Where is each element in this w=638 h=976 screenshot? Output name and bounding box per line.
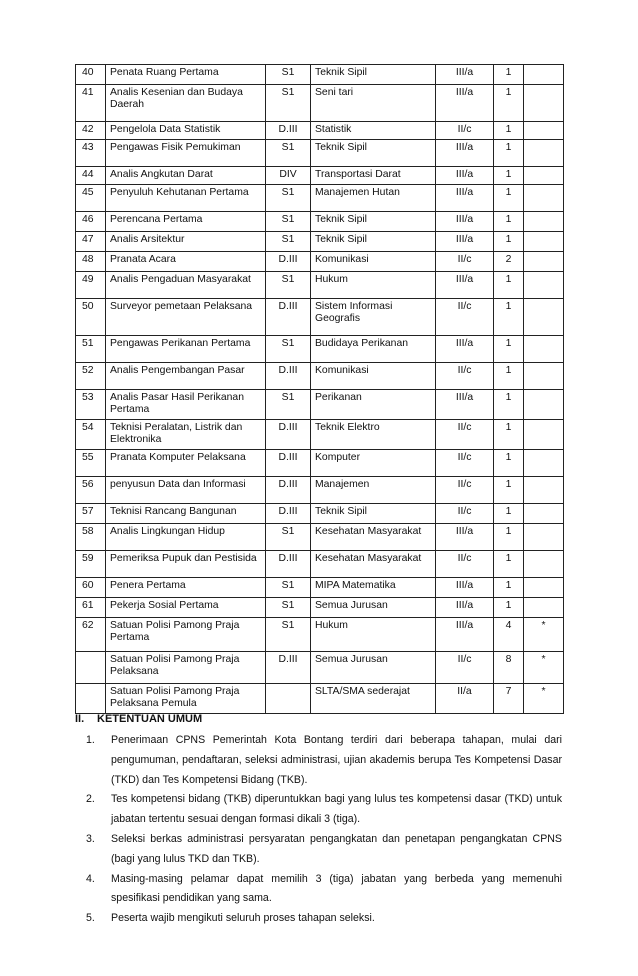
rules-list: [86, 731, 562, 929]
rule-text: Tes kompetensi bidang (TKB) diperuntukkan bagi yang lulus tes kompetensi dasar (TKD) untuk jabatan tertentu sesuai dengan formasi dikali 3 (tiga).: [111, 793, 562, 826]
education-level: D.III: [266, 503, 311, 523]
education-level: S1: [266, 140, 311, 167]
row-number: 48: [76, 252, 106, 272]
major-name: Manajemen Hutan: [311, 185, 436, 212]
major-name: SLTA/SMA sederajat: [311, 683, 436, 713]
rule-text: Peserta wajib mengikuti seluruh proses tahapan seleksi.: [111, 912, 375, 925]
table-row: [76, 597, 564, 617]
rank-grade: II/c: [436, 419, 494, 449]
major-name: Budidaya Perikanan: [311, 336, 436, 363]
position-name: Satuan Polisi Pamong Praja Pertama: [106, 617, 266, 651]
row-number: 43: [76, 140, 106, 167]
education-level: D.III: [266, 122, 311, 140]
note-mark: *: [524, 617, 564, 651]
rank-grade: III/a: [436, 167, 494, 185]
major-name: MIPA Matematika: [311, 577, 436, 597]
table-row: [76, 449, 564, 476]
row-number: [76, 683, 106, 713]
quota: 1: [494, 503, 524, 523]
rank-grade: II/c: [436, 252, 494, 272]
quota: 2: [494, 252, 524, 272]
row-number: 57: [76, 503, 106, 523]
education-level: S1: [266, 212, 311, 232]
major-name: Transportasi Darat: [311, 167, 436, 185]
education-level: S1: [266, 185, 311, 212]
position-name: Satuan Polisi Pamong Praja Pelaksana: [106, 651, 266, 683]
major-name: Seni tari: [311, 85, 436, 122]
major-name: Komputer: [311, 449, 436, 476]
table-row: [76, 167, 564, 185]
position-name: Surveyor pemetaan Pelaksana: [106, 299, 266, 336]
row-number: 53: [76, 390, 106, 420]
education-level: D.III: [266, 299, 311, 336]
education-level: S1: [266, 390, 311, 420]
row-number: 50: [76, 299, 106, 336]
rule-item: [86, 909, 562, 929]
table-row: [76, 185, 564, 212]
note-mark: [524, 476, 564, 503]
position-name: Pekerja Sosial Pertama: [106, 597, 266, 617]
table-row: [76, 476, 564, 503]
rank-grade: II/c: [436, 449, 494, 476]
major-name: Hukum: [311, 617, 436, 651]
education-level: [266, 683, 311, 713]
major-name: Hukum: [311, 272, 436, 299]
education-level: D.III: [266, 550, 311, 577]
note-mark: [524, 390, 564, 420]
quota: 1: [494, 390, 524, 420]
rule-number: 5.: [86, 912, 95, 925]
quota: 1: [494, 212, 524, 232]
note-mark: *: [524, 651, 564, 683]
major-name: Manajemen: [311, 476, 436, 503]
row-number: 59: [76, 550, 106, 577]
position-name: Analis Pengaduan Masyarakat: [106, 272, 266, 299]
table-row: [76, 299, 564, 336]
table-row: [76, 419, 564, 449]
position-name: Pranata Komputer Pelaksana: [106, 449, 266, 476]
note-mark: [524, 85, 564, 122]
row-number: 42: [76, 122, 106, 140]
row-number: 49: [76, 272, 106, 299]
quota: 1: [494, 550, 524, 577]
note-mark: [524, 252, 564, 272]
note-mark: [524, 140, 564, 167]
table-row: [76, 523, 564, 550]
education-level: S1: [266, 65, 311, 85]
major-name: Teknik Sipil: [311, 140, 436, 167]
rule-item: [86, 830, 562, 870]
table-row: [76, 252, 564, 272]
note-mark: [524, 185, 564, 212]
note-mark: [524, 272, 564, 299]
row-number: 61: [76, 597, 106, 617]
row-number: 44: [76, 167, 106, 185]
table-row: [76, 503, 564, 523]
education-level: S1: [266, 85, 311, 122]
quota: 1: [494, 449, 524, 476]
row-number: 56: [76, 476, 106, 503]
rank-grade: III/a: [436, 85, 494, 122]
position-name: Penata Ruang Pertama: [106, 65, 266, 85]
table-row: [76, 272, 564, 299]
rule-item: [86, 790, 562, 830]
rank-grade: II/a: [436, 683, 494, 713]
education-level: D.III: [266, 651, 311, 683]
major-name: Komunikasi: [311, 252, 436, 272]
table-row: [76, 336, 564, 363]
rank-grade: III/a: [436, 577, 494, 597]
education-level: S1: [266, 232, 311, 252]
row-number: 41: [76, 85, 106, 122]
table-row: [76, 363, 564, 390]
education-level: S1: [266, 336, 311, 363]
section-title: KETENTUAN UMUM: [97, 713, 203, 725]
major-name: Teknik Sipil: [311, 232, 436, 252]
major-name: Teknik Elektro: [311, 419, 436, 449]
row-number: 47: [76, 232, 106, 252]
rule-number: 2.: [86, 793, 95, 806]
major-name: Komunikasi: [311, 363, 436, 390]
table-row: [76, 390, 564, 420]
note-mark: [524, 577, 564, 597]
rank-grade: III/a: [436, 212, 494, 232]
education-level: S1: [266, 272, 311, 299]
table-row: [76, 140, 564, 167]
table-row: [76, 683, 564, 713]
rule-number: 3.: [86, 832, 95, 845]
education-level: S1: [266, 617, 311, 651]
quota: 1: [494, 167, 524, 185]
position-name: Pranata Acara: [106, 252, 266, 272]
rank-grade: III/a: [436, 65, 494, 85]
major-name: Kesehatan Masyarakat: [311, 550, 436, 577]
quota: 1: [494, 523, 524, 550]
rank-grade: II/c: [436, 122, 494, 140]
quota: 1: [494, 577, 524, 597]
note-mark: [524, 336, 564, 363]
quota: 1: [494, 419, 524, 449]
note-mark: [524, 550, 564, 577]
rank-grade: II/c: [436, 550, 494, 577]
rule-number: 4.: [86, 872, 95, 885]
position-name: Penyuluh Kehutanan Pertama: [106, 185, 266, 212]
rank-grade: III/a: [436, 185, 494, 212]
rank-grade: III/a: [436, 272, 494, 299]
quota: 1: [494, 299, 524, 336]
rank-grade: III/a: [436, 597, 494, 617]
position-name: Analis Kesenian dan Budaya Daerah: [106, 85, 266, 122]
quota: 1: [494, 65, 524, 85]
note-mark: [524, 419, 564, 449]
rank-grade: II/c: [436, 299, 494, 336]
note-mark: [524, 597, 564, 617]
note-mark: [524, 363, 564, 390]
education-level: D.III: [266, 449, 311, 476]
position-name: Pengawas Perikanan Pertama: [106, 336, 266, 363]
note-mark: [524, 232, 564, 252]
position-name: Pengawas Fisik Pemukiman: [106, 140, 266, 167]
rank-grade: II/c: [436, 363, 494, 390]
rank-grade: III/a: [436, 523, 494, 550]
position-name: Analis Arsitektur: [106, 232, 266, 252]
note-mark: [524, 65, 564, 85]
education-level: DIV: [266, 167, 311, 185]
row-number: 58: [76, 523, 106, 550]
table-row: [76, 550, 564, 577]
major-name: Perikanan: [311, 390, 436, 420]
position-name: Analis Pasar Hasil Perikanan Pertama: [106, 390, 266, 420]
note-mark: [524, 449, 564, 476]
education-level: S1: [266, 597, 311, 617]
major-name: Semua Jurusan: [311, 597, 436, 617]
education-level: D.III: [266, 476, 311, 503]
rank-grade: III/a: [436, 390, 494, 420]
row-number: 55: [76, 449, 106, 476]
rule-number: 1.: [86, 734, 95, 746]
note-mark: *: [524, 683, 564, 713]
position-table-body: [76, 65, 564, 714]
section-heading: [75, 713, 202, 725]
rule-text: Penerimaan CPNS Pemerintah Kota Bontang terdiri dari beberapa tahapan, mulai dari pengumuman, pendaftaran, seleksi administrasi, ujian akademis berupa Tes Kompetensi Dasar (TKD) dan Tes Kompetensi Bidang (TKB).: [111, 734, 562, 786]
note-mark: [524, 503, 564, 523]
position-name: penyusun Data dan Informasi: [106, 476, 266, 503]
position-table: [75, 64, 564, 714]
quota: 1: [494, 232, 524, 252]
major-name: Sistem Informasi Geografis: [311, 299, 436, 336]
quota: 1: [494, 185, 524, 212]
position-name: Penera Pertama: [106, 577, 266, 597]
major-name: Teknik Sipil: [311, 65, 436, 85]
table-row: [76, 85, 564, 122]
major-name: Teknik Sipil: [311, 212, 436, 232]
rule-item: [86, 870, 562, 910]
quota: 1: [494, 363, 524, 390]
position-name: Teknisi Peralatan, Listrik dan Elektronika: [106, 419, 266, 449]
row-number: 54: [76, 419, 106, 449]
quota: 1: [494, 272, 524, 299]
row-number: 40: [76, 65, 106, 85]
position-name: Analis Pengembangan Pasar: [106, 363, 266, 390]
table-row: [76, 122, 564, 140]
quota: 1: [494, 140, 524, 167]
position-name: Pemeriksa Pupuk dan Pestisida: [106, 550, 266, 577]
table-row: [76, 617, 564, 651]
rank-grade: III/a: [436, 336, 494, 363]
row-number: 45: [76, 185, 106, 212]
quota: 1: [494, 476, 524, 503]
rank-grade: II/c: [436, 651, 494, 683]
major-name: Semua Jurusan: [311, 651, 436, 683]
position-name: Satuan Polisi Pamong Praja Pelaksana Pemula: [106, 683, 266, 713]
quota: 4: [494, 617, 524, 651]
position-name: Analis Angkutan Darat: [106, 167, 266, 185]
position-name: Pengelola Data Statistik: [106, 122, 266, 140]
rank-grade: II/c: [436, 503, 494, 523]
row-number: 52: [76, 363, 106, 390]
note-mark: [524, 212, 564, 232]
table-row: [76, 232, 564, 252]
quota: 8: [494, 651, 524, 683]
note-mark: [524, 122, 564, 140]
note-mark: [524, 167, 564, 185]
rule-text: Seleksi berkas administrasi persyaratan pengangkatan dan penetapan pengangkatan CPNS (bagi yang lulus TKD dan TKB).: [111, 832, 562, 865]
major-name: Statistik: [311, 122, 436, 140]
row-number: 46: [76, 212, 106, 232]
position-name: Perencana Pertama: [106, 212, 266, 232]
rank-grade: III/a: [436, 232, 494, 252]
row-number: 62: [76, 617, 106, 651]
quota: 1: [494, 85, 524, 122]
education-level: D.III: [266, 252, 311, 272]
table-row: [76, 651, 564, 683]
rule-text: Masing-masing pelamar dapat memilih 3 (tiga) jabatan yang berbeda yang memenuhi spesifikasi pendidikan yang sama.: [111, 872, 562, 905]
note-mark: [524, 523, 564, 550]
row-number: [76, 651, 106, 683]
row-number: 60: [76, 577, 106, 597]
note-mark: [524, 299, 564, 336]
position-name: Analis Lingkungan Hidup: [106, 523, 266, 550]
quota: 7: [494, 683, 524, 713]
table-row: [76, 577, 564, 597]
rank-grade: III/a: [436, 140, 494, 167]
position-name: Teknisi Rancang Bangunan: [106, 503, 266, 523]
quota: 1: [494, 122, 524, 140]
quota: 1: [494, 597, 524, 617]
education-level: S1: [266, 523, 311, 550]
table-row: [76, 212, 564, 232]
table-row: [76, 65, 564, 85]
major-name: Teknik Sipil: [311, 503, 436, 523]
row-number: 51: [76, 336, 106, 363]
education-level: D.III: [266, 419, 311, 449]
major-name: Kesehatan Masyarakat: [311, 523, 436, 550]
education-level: S1: [266, 577, 311, 597]
section-number: II.: [75, 713, 85, 725]
rule-item: [86, 731, 562, 790]
rank-grade: III/a: [436, 617, 494, 651]
education-level: D.III: [266, 363, 311, 390]
rank-grade: II/c: [436, 476, 494, 503]
quota: 1: [494, 336, 524, 363]
